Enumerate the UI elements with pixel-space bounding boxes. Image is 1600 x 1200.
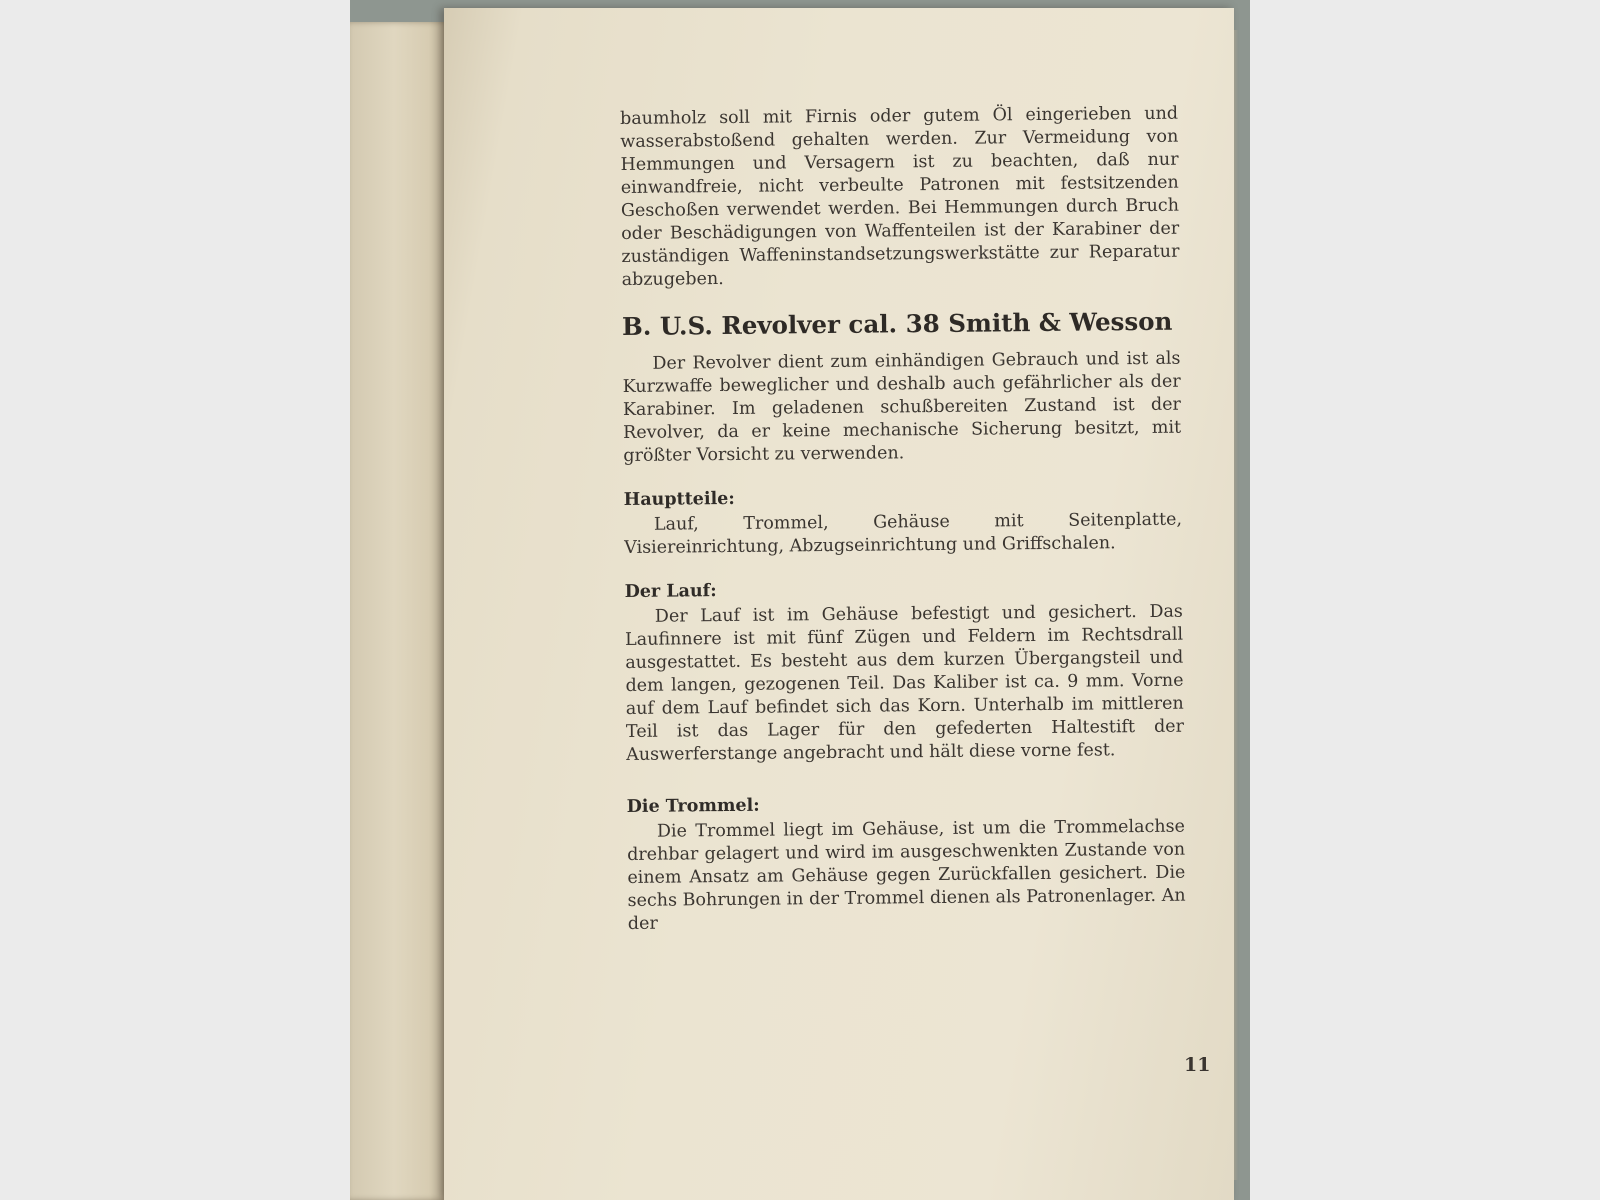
book-photo [350,0,1250,1200]
subsection-title-lauf: Der Lauf: [624,581,717,602]
top-paragraph: baumholz soll mit Firnis oder gutem Öl eingerieben und wasserabstoßend gehalten werden. Zur Vermeidung von Hemmungen und Versagern ist zu beachten, daß nur einwandfreie, nicht verbeulte Patronen mit festsitzenden Geschoßen verwendet werden. Bei Hemmungen durch Bruch oder Beschädigungen von Waffenteilen ist der Karabiner der zuständigen Waffeninstandsetzungswerkstätte zur Reparatur abzugeben. [620,103,1180,290]
section-heading: B. U.S. Revolver cal. 38 Smith & Wesson [621,306,1173,341]
subsection-title-hauptteile: Hauptteile: [623,488,735,510]
subsection-text-trommel: Die Trommel liegt im Gehäuse, ist um die Trommelachse drehbar gelagert und wird im ausgeschwenkten Zustande von einem Ansatz am Gehäuse gegen Zurückfallen gesichert. Die sechs Bohrungen in der Trommel dienen als Patronenlager. An der [627,816,1186,934]
subsection-title-trommel: Die Trommel: [626,795,760,817]
left-page [350,22,448,1200]
right-page [444,8,1234,1200]
intro-paragraph: Der Revolver dient zum einhändigen Gebrauch und ist als Kurzwaffe beweglicher und deshalb auch gefährlicher als der Karabiner. Im geladenen schußbereiten Zustand ist der Revolver, da er keine mechanische Sicherung besitzt, mit größter Vorsicht zu verwenden. [622,348,1182,466]
subsection-text-hauptteile: Lauf, Trommel, Gehäuse mit Seitenplatte, Visiereinrichtung, Abzugseinrichtung und Griffschalen. [624,509,1183,558]
subsection-text-lauf: Der Lauf ist im Gehäuse befestigt und gesichert. Das Laufinnere ist mit fünf Zügen und Feldern im Rechtsdrall ausgestattet. Es besteht aus dem kurzen Übergangsteil und dem langen, gezogenen Teil. Das Kaliber ist ca. 9 mm. Vorne auf dem Lauf befindet sich das Korn. Unterhalb im mittleren Teil ist das Lager für den gefederten Haltestift der Auswerferstange angebracht und hält diese vorne fest. [625,601,1185,765]
text-block [620,103,1186,936]
page-number: 11 [1184,1054,1211,1076]
